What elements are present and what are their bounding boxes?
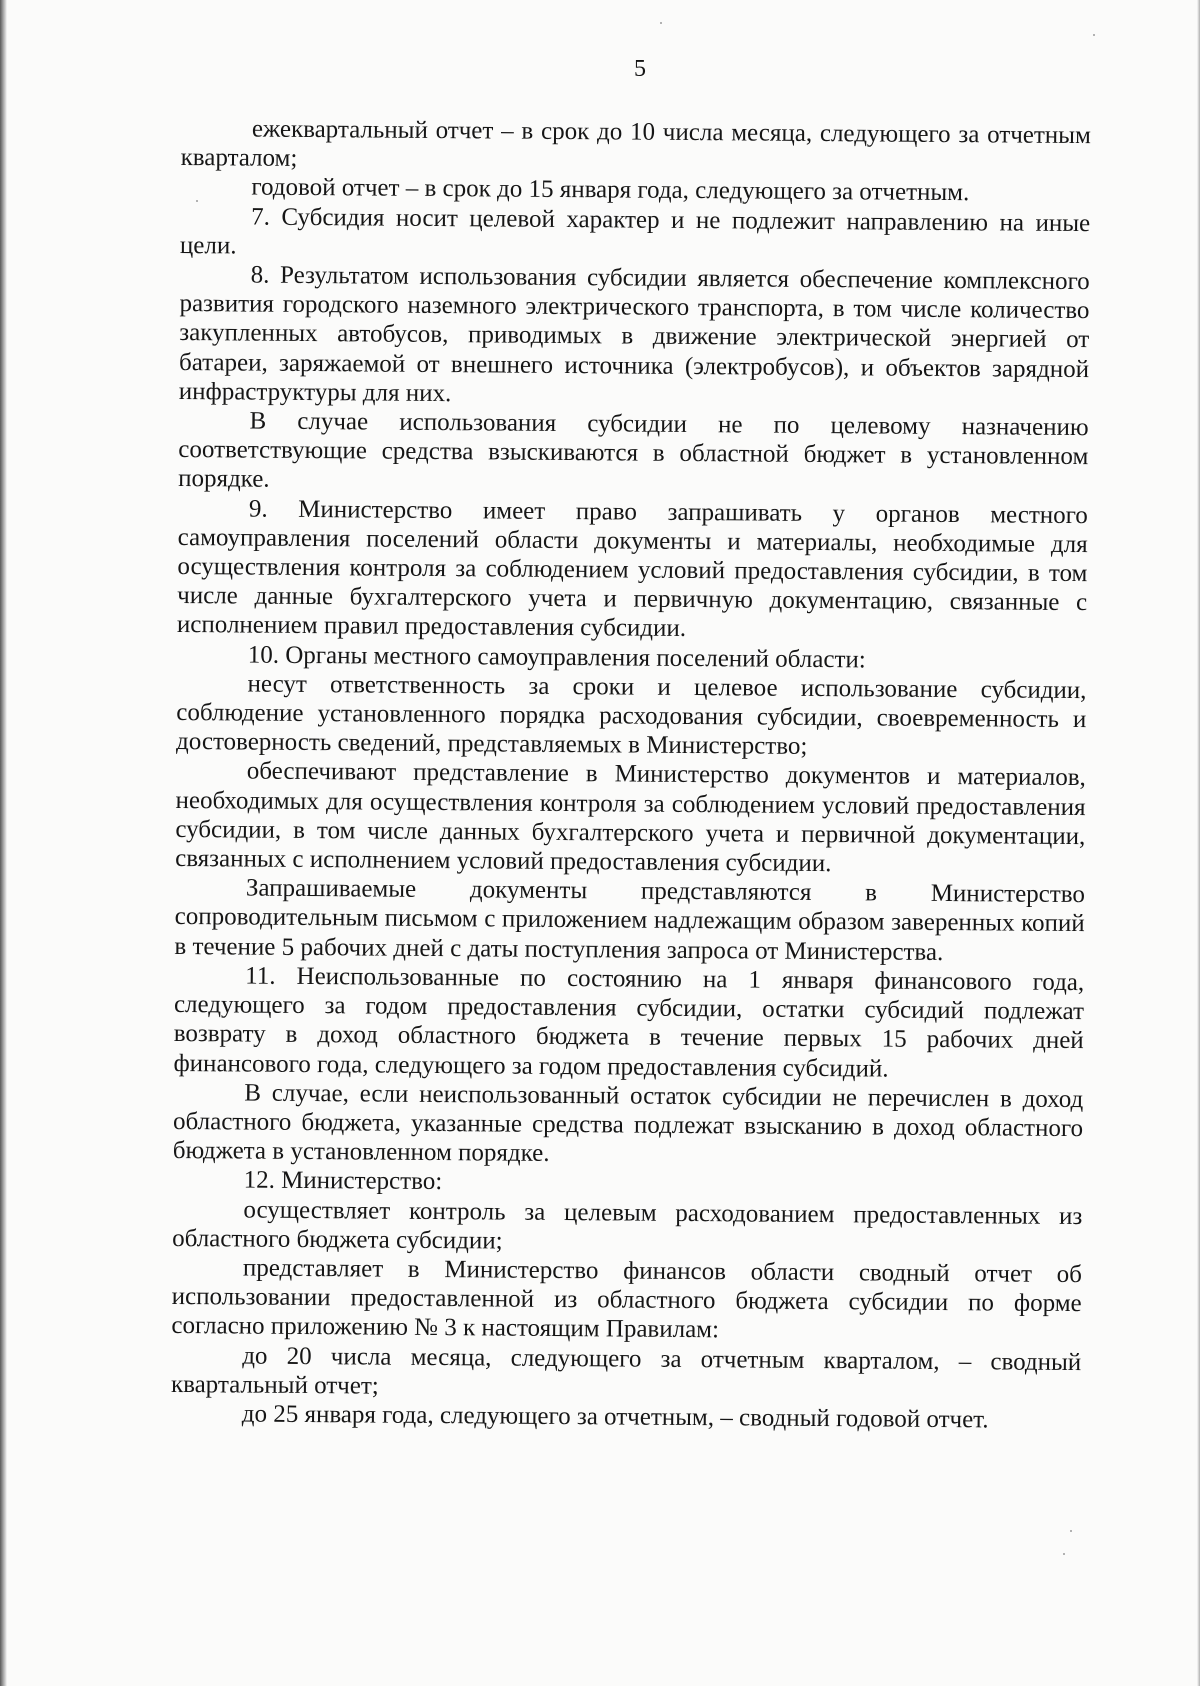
paragraph-item-8: 8. Результатом использования субсидии является обеспечение комплексного развития городского наземного электрического транспорта, в том числе количество закупленных автобусов, приводимых в движение электрической энергией от батареи, заряжаемой от внешнего источника (электробусов), и объектов зарядной инфраструктуры для них. <box>178 261 1090 407</box>
scan-speck <box>1093 34 1095 36</box>
scan-speck <box>1070 1530 1072 1532</box>
paragraph-control: осуществляет контроль за целевым расходованием предоставленных из областного бюджета субсидии; <box>172 1196 1083 1255</box>
paragraph-unreturned-balance: В случае, если неиспользованный остаток субсидии не перечислен в доход областного бюджета, указанные средства подлежат взысканию в доход областного бюджета в установленном порядке. <box>172 1079 1084 1168</box>
paragraph-item-7: 7. Субсидия носит целевой характер и не подлежит направлению на иные цели. <box>179 203 1091 260</box>
page-number: 5 <box>634 56 646 82</box>
scan-shadow-left <box>0 0 7 1686</box>
paragraph-provide-documents: обеспечивают представление в Министерство документов и материалов, необходимых для осуществления контроля за соблюдением условий предоставления субсидии, в том числе данных бухгалтерского учета и первичной документации, связанных с исполнением условий предоставления субсидии. <box>175 758 1086 878</box>
paragraph-misuse-recovery: В случае использования субсидии не по целевому назначению соответствующие средства взыскиваются в областной бюджет в установленном порядке. <box>178 407 1089 494</box>
paragraph-responsibility: несут ответственность за сроки и целевое использование субсидии, соблюдение установленного порядка расходования субсидии, своевременность и достоверность сведений, представляемых в Министерство; <box>175 670 1087 761</box>
document-body <box>171 114 1091 1435</box>
paragraph-annual-report: годовой отчет – в срок до 15 января года, следующего за отчетным. <box>251 173 970 207</box>
scan-speck <box>1063 1553 1065 1555</box>
paragraph-item-9: 9. Министерство имеет право запрашивать у органов местного самоуправления поселений области документы и материалы, необходимые для осуществления контроля за соблюдением условий предоставления субсидии, в том числе данные бухгалтерского учета и первичную документацию, связанные с исполнением правил предоставления субсидии. <box>176 495 1088 643</box>
paragraph-summary-report: представляет в Министерство финансов области сводный отчет об использовании предоставленной из областного бюджета субсидии по форме согласно приложению № 3 к настоящим Правилам: <box>171 1254 1083 1344</box>
paragraph-item-12: 12. Министерство: <box>243 1166 443 1196</box>
paragraph-requested-documents: Запрашиваемые документы представляются в Министерство сопроводительным письмом с приложением надлежащим образом заверенных копий в течение 5 рабочих дней с даты поступления запроса от Министерства. <box>174 874 1086 966</box>
paragraph-item-10: 10. Органы местного самоуправления поселений области: <box>247 641 866 674</box>
paragraph-quarterly-report: ежеквартальный отчет – в срок до 10 числа месяца, следующего за отчетным кварталом; <box>180 115 1091 173</box>
paragraph-quarterly-deadline: до 20 числа месяца, следующего за отчетным кварталом, – сводный квартальный отчет; <box>170 1342 1082 1400</box>
paragraph-annual-deadline: до 25 января года, следующего за отчетным, – сводный годовой отчет. <box>241 1400 989 1434</box>
scan-speck <box>660 22 662 24</box>
paragraph-item-11: 11. Неиспользованные по состоянию на 1 января финансового года, следующего за годом предоставления субсидии, остатки субсидий подлежат возврату в доход областного бюджета в течение первых 15 рабочих дней финансового года, следующего за годом предоставления субсидий. <box>173 962 1085 1083</box>
